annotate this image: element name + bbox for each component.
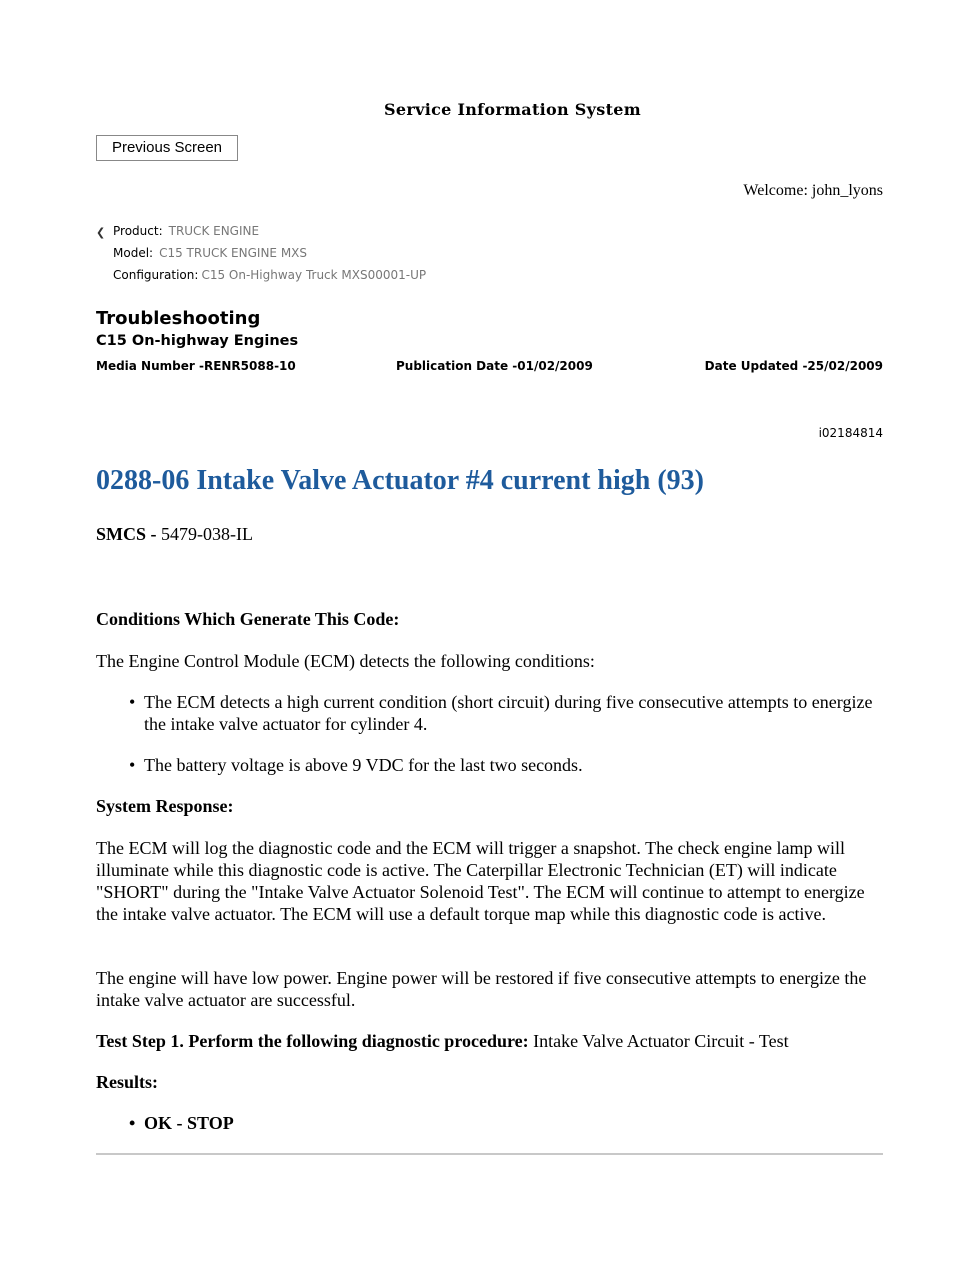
configuration-label: Configuration: (113, 268, 199, 282)
results-heading: Results: (96, 1072, 158, 1092)
model-row (113, 246, 307, 260)
list-item (129, 691, 883, 735)
model-label: Model: (113, 246, 154, 260)
list-item (129, 1112, 883, 1134)
publication-heading: Troubleshooting (96, 308, 261, 329)
conditions-intro: The Engine Control Module (ECM) detects the following conditions: (96, 651, 595, 671)
list-item (129, 754, 883, 776)
product-label: Product: (113, 224, 163, 238)
bullet-dot: • (129, 1113, 136, 1133)
smcs-line (96, 524, 253, 545)
publication-date: Publication Date -01/02/2009 (396, 359, 593, 373)
product-value: TRUCK ENGINE (168, 224, 260, 238)
system-title: Service Information System (384, 100, 641, 119)
configuration-value: C15 On-Highway Truck MXS00001-UP (201, 268, 427, 282)
smcs-value: 5479-038-IL (161, 524, 253, 544)
response-paragraph-2: The engine will have low power. Engine power will be restored if five consecutive attempts to energize the intake valve actuator are successful. (96, 968, 867, 1010)
chevron-left-icon[interactable]: ❮ (96, 226, 106, 239)
condition-text: The battery voltage is above 9 VDC for the last two seconds. (144, 755, 583, 775)
model-value: C15 TRUCK ENGINE MXS (159, 246, 308, 260)
configuration-row (113, 268, 426, 282)
condition-text: The ECM detects a high current condition (short circuit) during five consecutive attempts to energize the intake valve actuator for cylinder 4. (144, 692, 873, 734)
document-id: i02184814 (818, 426, 883, 440)
smcs-label: SMCS - (96, 524, 157, 544)
bullet-dot: • (129, 755, 136, 775)
article-title: 0288-06 Intake Valve Actuator #4 current high (93) (96, 465, 704, 496)
media-number: Media Number -RENR5088-10 (96, 359, 296, 373)
welcome-text: Welcome: john_lyons (743, 182, 883, 199)
test-step-line (96, 1030, 883, 1052)
response-paragraph-1: The ECM will log the diagnostic code and the ECM will trigger a snapshot. The check engine lamp will illuminate while this diagnostic code is active. The Caterpillar Electronic Technician (ET) will indicate "SHORT" during the "Intake Valve Actuator Solenoid Test". The ECM will continue to attempt to energize the intake valve actuator. The ECM will use a default torque map while this diagnostic code is active. (96, 838, 865, 924)
result-text: OK - STOP (144, 1113, 234, 1133)
product-row (113, 224, 259, 238)
conditions-heading: Conditions Which Generate This Code: (96, 609, 400, 629)
previous-screen-button[interactable]: Previous Screen (96, 135, 238, 161)
horizontal-divider (96, 1153, 883, 1155)
response-heading: System Response: (96, 796, 234, 816)
bullet-dot: • (129, 692, 136, 712)
publication-subheading: C15 On-highway Engines (96, 333, 299, 349)
date-updated: Date Updated -25/02/2009 (704, 359, 883, 373)
test-step-value: Intake Valve Actuator Circuit - Test (533, 1031, 789, 1051)
test-step-label: Test Step 1. Perform the following diagnostic procedure: (96, 1031, 529, 1051)
